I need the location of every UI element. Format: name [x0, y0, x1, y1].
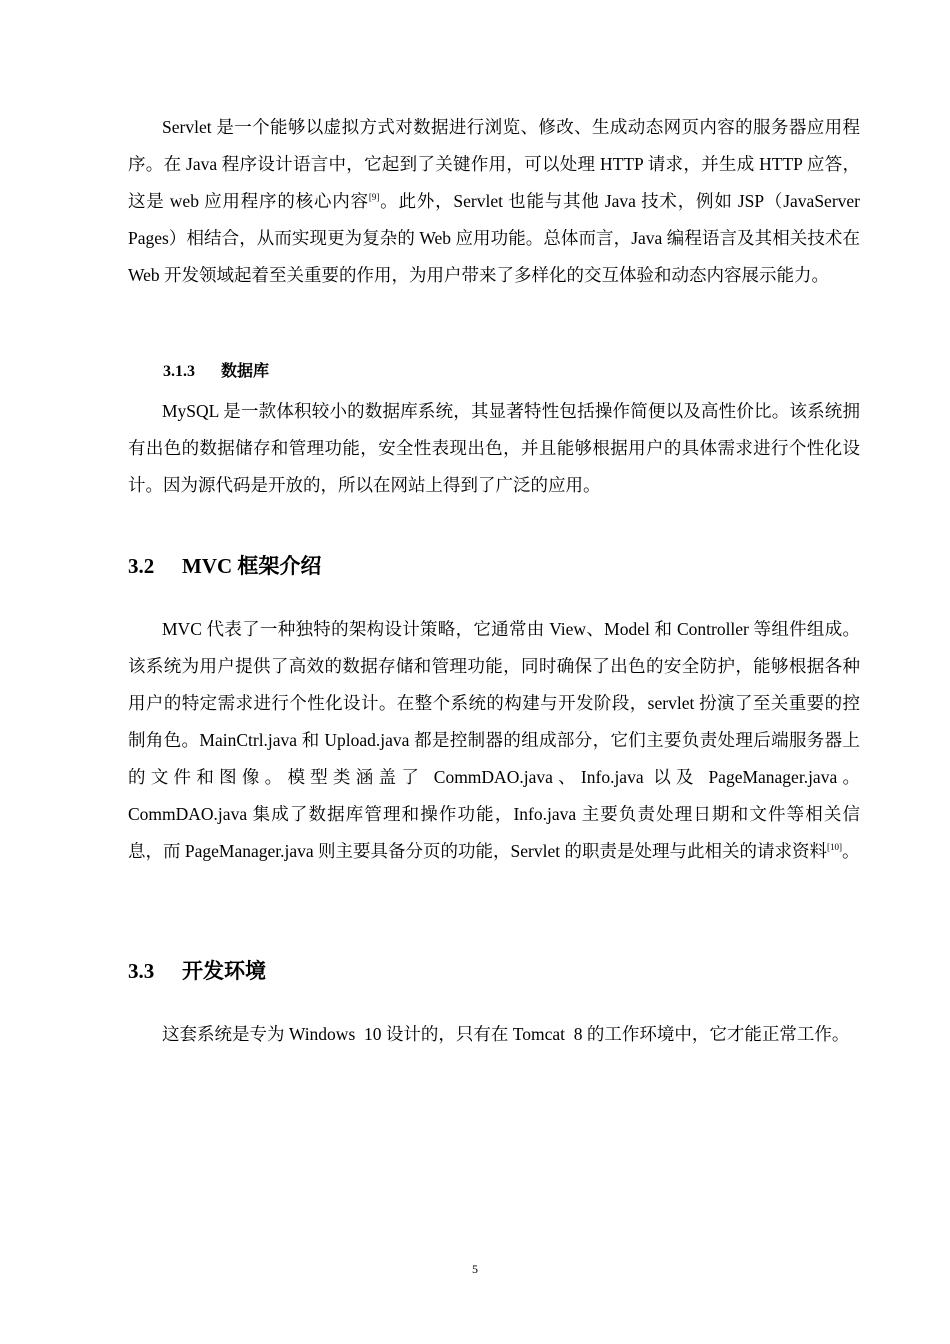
section-number: 3.1.3: [163, 363, 195, 380]
mvc-text-part1: MVC 代表了一种独特的架构设计策略，它通常由 View、Model 和 Controller 等组件组成。该系统为用户提供了高效的数据存储和管理功能，同时确保了出色的安全防护，能够根据各种用户的特定需求进行个性化设计。在整个系统的构建与开发阶段，servlet 扮演了至关重要的控制角色。MainCtrl.java 和 Upload.java 都是控制器的组成部分，它们主要负责处理后端服务器上的文件和图像。模型类涵盖了 CommDAO.java、Info.java 以及 PageManager.java。CommDAO.java 集成了数据库管理和操作功能，Info.java 主要负责处理日期和文件等相关信息，而 PageManager.java 则主要具备分页的功能，Servlet 的职责是处理与此相关的请求资料: [128, 619, 860, 861]
section-heading-3-1-3: [163, 358, 269, 381]
environment-paragraph: 这套系统是专为 Windows 10 设计的，只有在 Tomcat 8 的工作环境中，它才能正常工作。: [162, 1024, 850, 1044]
section-heading-3-2: [128, 550, 321, 580]
section-number: 3.2: [128, 554, 155, 578]
section-title: MVC 框架介绍: [182, 554, 322, 578]
mvc-text-part2: 。: [841, 841, 860, 861]
section-number: 3.3: [128, 959, 155, 983]
servlet-paragraph: [128, 109, 860, 294]
servlet-text-part2: 。此外，Servlet 也能与其他 Java 技术，例如 JSP（JavaServer Pages）相结合，从而实现更为复杂的 Web 应用功能。总体而言，Java 编程语言及其相关技术在 Web 开发领域起着至关重要的作用，为用户带来了多样化的交互体验和动态内容展示能力。: [128, 191, 860, 285]
section-heading-3-3: [128, 955, 266, 985]
mysql-paragraph: MySQL 是一款体积较小的数据库系统，其显著特性包括操作简便以及高性价比。该系统拥有出色的数据储存和管理功能，安全性表现出色，并且能够根据用户的具体需求进行个性化设计。因为源代码是开放的，所以在网站上得到了广泛的应用。: [128, 401, 860, 495]
citation-ref-9: [9]: [368, 192, 380, 203]
section-title: 数据库: [221, 363, 270, 380]
section-title: 开发环境: [182, 959, 266, 983]
citation-ref-10: [10]: [826, 842, 842, 853]
mvc-paragraph: [128, 611, 860, 870]
page-number: 5: [472, 1262, 478, 1276]
servlet-text-part1: Servlet 是一个能够以虚拟方式对数据进行浏览、修改、生成动态网页内容的服务器应用程序。在 Java 程序设计语言中，它起到了关键作用，可以处理 HTTP 请求，并生成 HTTP 应答，这是 web 应用程序的核心内容: [128, 117, 860, 211]
